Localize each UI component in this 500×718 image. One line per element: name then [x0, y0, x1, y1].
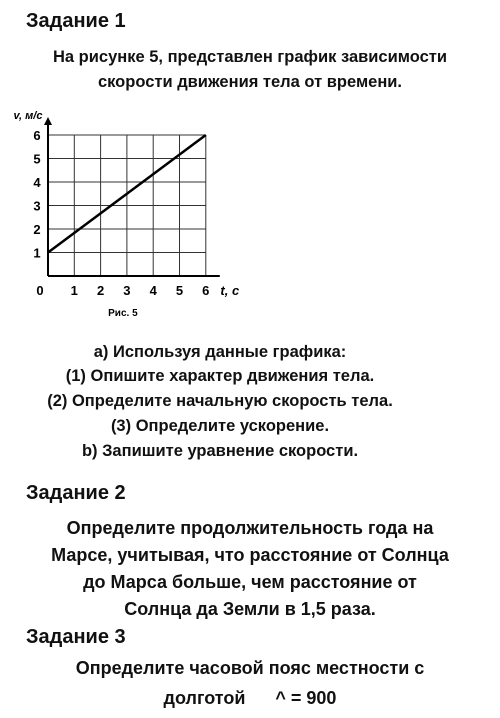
question-3: (3) Определите ускорение.	[110, 417, 330, 435]
question-b: b) Запишите уравнение скорости.	[81, 442, 359, 460]
x-tick-label: 1	[70, 283, 78, 298]
question-1: (1) Опишите характер движения тела.	[65, 367, 375, 385]
task1-heading: Задание 1	[26, 10, 126, 32]
y-tick-label: 1	[33, 245, 41, 261]
question-a: a) Используя данные графика:	[93, 343, 347, 361]
task3-line1: Определите часовой пояс местности с	[75, 658, 425, 678]
figure-caption: Рис. 5	[108, 308, 138, 319]
x-tick-label: 3	[123, 283, 131, 298]
y-axis-label: v, м/с	[13, 110, 43, 122]
y-tick-label: 4	[33, 175, 41, 190]
y-tick-label: 3	[33, 198, 41, 214]
task3-line2: долготой ^ = 900	[163, 688, 337, 708]
x-axis-label: t, c	[220, 283, 240, 298]
y-tick-label: 2	[33, 222, 41, 237]
task3-heading: Задание 3	[26, 626, 126, 648]
y-tick-label: 5	[33, 151, 41, 167]
y-axis-arrow	[44, 117, 52, 125]
task2-line3: до Марса больше, чем расстояние от	[83, 572, 417, 592]
task2-line1: Определите продолжительность года на	[66, 518, 434, 538]
task1-intro-line1: На рисунке 5, представлен график зависимости	[53, 48, 447, 66]
question-2: (2) Определите начальную скорость тела.	[47, 392, 393, 410]
task1-intro-line2: скорости движения тела от времени.	[97, 73, 403, 91]
task2-heading: Задание 2	[26, 482, 126, 504]
y-tick-label: 6	[33, 128, 41, 143]
task2-line2: Марсе, учитывая, что расстояние от Солнца	[51, 545, 449, 565]
x-tick-label: 4	[149, 283, 157, 298]
x-tick-label: 0	[36, 283, 44, 298]
x-tick-label: 2	[96, 283, 105, 298]
x-tick-label: 6	[202, 283, 210, 298]
x-tick-label: 5	[175, 283, 184, 298]
task2-line4: Солнца да Земли в 1,5 раза.	[124, 599, 376, 619]
velocity-time-chart	[0, 108, 260, 323]
